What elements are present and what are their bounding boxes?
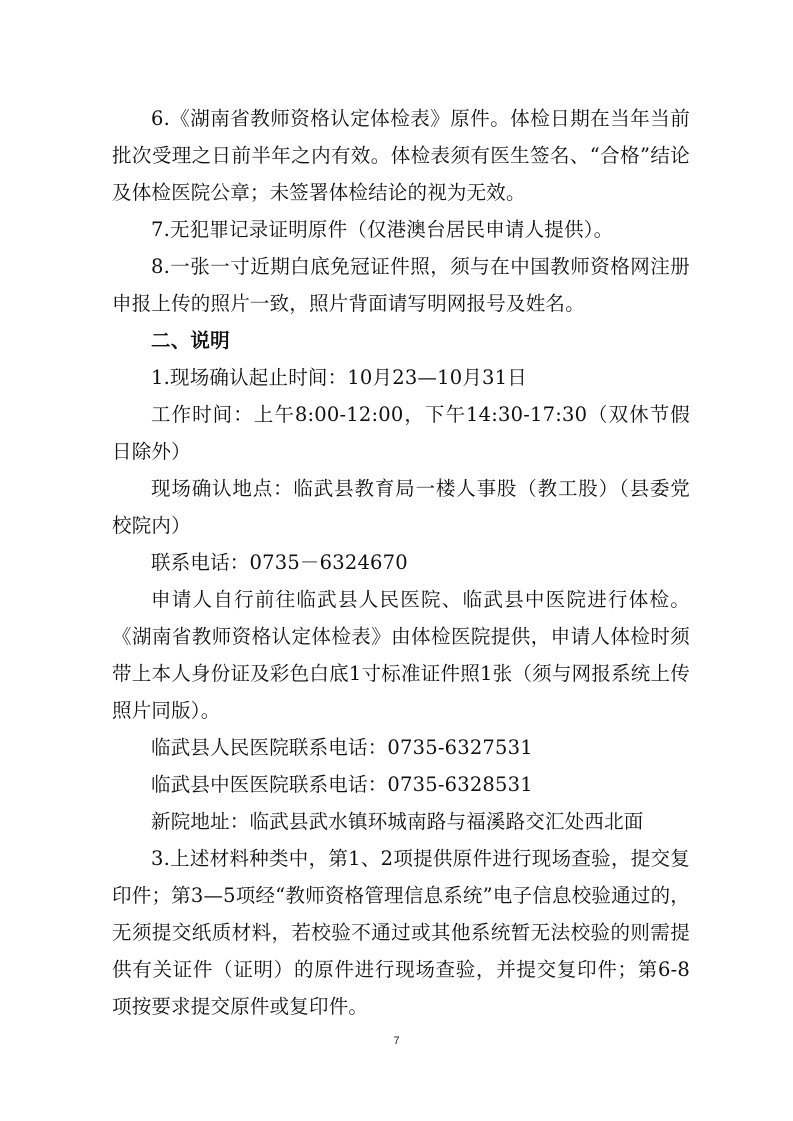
paragraph-item-6-health-form: 6.《湖南省教师资格认定体检表》原件。体检日期在当年当前批次受理之日前半年之内有效。体检表须有医生签名、“合格”结论及体检医院公章；未签署体检结论的视为无效。 (112, 107, 690, 204)
paragraph-tcm-hospital-phone: 临武县中医医院联系电话：0735-6328531 (151, 773, 533, 796)
paragraph-materials-verification: 3.上述材料种类中，第1、2项提供原件进行现场查验，提交复印件；第3—5项经“教师资格管理信息系统”电子信息校验通过的，无须提交纸质材料，若校验不通过或其他系统暂无法校验的则需提供有关证件（证明）的原件进行现场查验，并提交复印件；第6-8项按要求提交原件或复印件。 (112, 847, 690, 1018)
section-heading-explanation: 二、说明 (151, 329, 230, 352)
paragraph-working-hours: 工作时间：上午8:00-12:00，下午14:30-17:30（双休节假日除外） (112, 403, 690, 463)
paragraph-item-8-photo: 8.一张一寸近期白底免冠证件照，须与在中国教师资格网注册申报上传的照片一致，照片背面请写明网报号及姓名。 (112, 255, 690, 315)
paragraph-health-check-info: 申请人自行前往临武县人民医院、临武县中医院进行体检。《湖南省教师资格认定体检表》由体检医院提供，申请人体检时须带上本人身份证及彩色白底1寸标准证件照1张（须与网报系统上传照片同版）。 (112, 588, 690, 722)
paragraph-confirmation-location: 现场确认地点：临武县教育局一楼人事股（教工股）（县委党校院内） (112, 477, 690, 537)
page-number: 7 (393, 1035, 400, 1047)
paragraph-new-hospital-address: 新院地址：临武县武水镇环城南路与福溪路交汇处西北面 (151, 810, 644, 833)
paragraph-item-7-criminal-record: 7.无犯罪记录证明原件（仅港澳台居民申请人提供）。 (151, 218, 614, 241)
document-body (112, 100, 690, 1025)
paragraph-peoples-hospital-phone: 临武县人民医院联系电话：0735-6327531 (151, 736, 533, 759)
paragraph-contact-phone: 联系电话：0735－6324670 (151, 551, 408, 574)
paragraph-confirmation-period: 1.现场确认起止时间：10月23—10月31日 (151, 366, 527, 389)
